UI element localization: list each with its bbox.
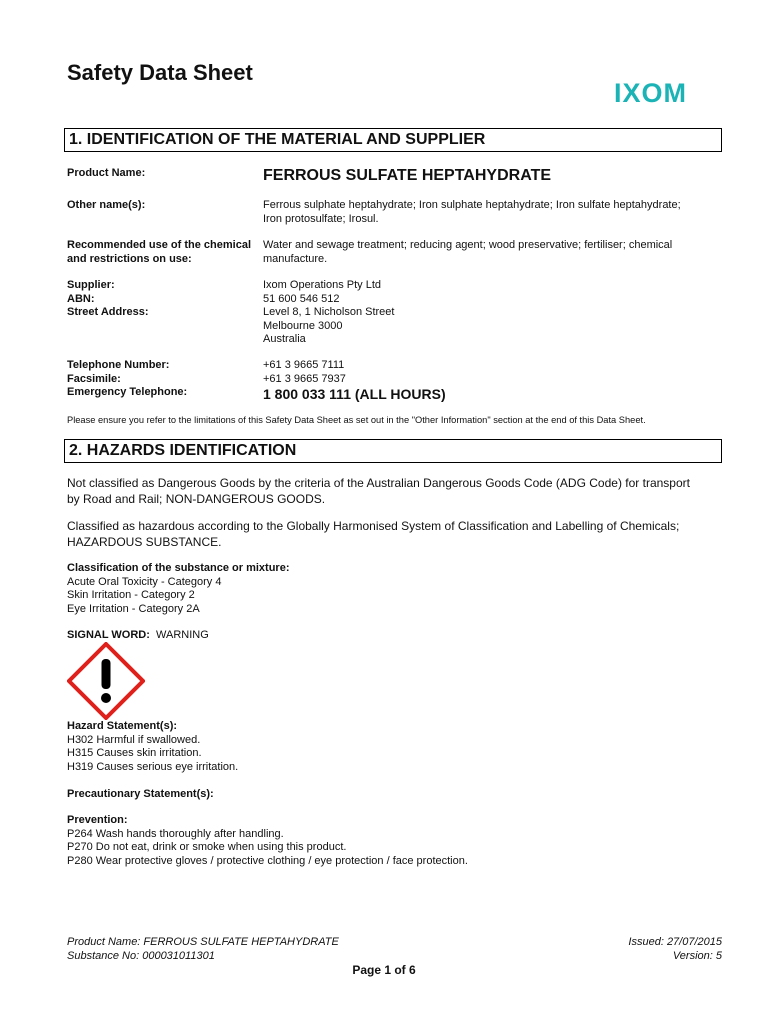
ghs-paragraph <box>67 518 727 550</box>
classification-block <box>67 562 727 616</box>
classification-item: Eye Irritation - Category 2A <box>67 602 200 615</box>
facsimile-value: +61 3 9665 7937 <box>263 372 346 385</box>
prevention-statement: P264 Wash hands thoroughly after handling. <box>67 827 284 840</box>
signal-word-value: WARNING <box>156 629 209 641</box>
limitations-note: Please ensure you refer to the limitations of this Safety Data Sheet as set out in the "Other Information" section at the end of this Data Sheet. <box>67 415 646 425</box>
hazard-statement: H319 Causes serious eye irritation. <box>67 760 239 773</box>
other-names-label: Other name(s): <box>67 199 146 211</box>
street-line-1: Level 8, 1 Nicholson Street <box>263 306 395 318</box>
abn-value: 51 600 546 512 <box>263 292 340 305</box>
telephone-label: Telephone Number: <box>67 359 170 371</box>
section-2-header: 2. HAZARDS IDENTIFICATION <box>64 439 722 463</box>
recommended-use-value-2: manufacture. <box>263 252 328 265</box>
product-name-value: FERROUS SULFATE HEPTAHYDRATE <box>263 167 552 184</box>
product-name-label: Product Name: <box>67 167 146 179</box>
classification-item: Skin Irritation - Category 2 <box>67 589 195 601</box>
hazard-statements-label: Hazard Statement(s): <box>67 720 178 732</box>
other-names-line-2: Iron protosulfate; Irosul. <box>263 212 379 225</box>
prevention-label: Prevention: <box>67 814 128 826</box>
recommended-use-value-1: Water and sewage treatment; reducing agent; wood preservative; fertiliser; chemical <box>263 239 673 251</box>
street-address-label: Street Address: <box>67 306 149 318</box>
page-number: Page 1 of 6 <box>352 963 416 977</box>
hazard-statement: H302 Harmful if swallowed. <box>67 733 201 746</box>
signal-word-label: SIGNAL WORD: <box>67 629 150 641</box>
precautionary-label <box>67 788 727 802</box>
recommended-use-label-1: Recommended use of the chemical <box>67 239 251 251</box>
footer-product-name: Product Name: FERROUS SULFATE HEPTAHYDRATE <box>67 936 339 948</box>
hazard-statements-block <box>67 720 727 774</box>
facsimile-label: Facsimile: <box>67 372 121 385</box>
dangerous-goods-paragraph <box>67 475 727 507</box>
supplier-label: Supplier: <box>67 279 115 291</box>
footer-substance-no: Substance No: 000031011301 <box>67 949 215 962</box>
exclamation-mark-pictogram-icon <box>67 642 145 720</box>
emergency-label: Emergency Telephone: <box>67 386 188 398</box>
emergency-value: 1 800 033 111 (ALL HOURS) <box>263 386 446 402</box>
company-logo: IXOM <box>614 78 688 108</box>
dangerous-goods-line-2: by Road and Rail; NON-DANGEROUS GOODS. <box>67 492 326 506</box>
footer-left <box>67 936 339 963</box>
hazard-statement: H315 Causes skin irritation. <box>67 747 202 759</box>
footer-issued: Issued: 27/07/2015 <box>628 936 722 948</box>
page-title: Safety Data Sheet <box>67 60 253 85</box>
dangerous-goods-line-1: Not classified as Dangerous Goods by the criteria of the Australian Dangerous Goods Code (ADG Code) for transport <box>67 476 690 490</box>
ghs-line-1: Classified as hazardous according to the Globally Harmonised System of Classification and Labelling of Chemicals; <box>67 519 680 533</box>
other-names-line-1: Ferrous sulphate heptahydrate; Iron sulphate heptahydrate; Iron sulfate heptahydrate; <box>263 199 681 211</box>
precautionary-statements-label: Precautionary Statement(s): <box>67 788 214 800</box>
supplier-value: Ixom Operations Pty Ltd <box>263 279 381 291</box>
footer-version: Version: 5 <box>672 949 722 962</box>
footer-right <box>628 936 722 963</box>
ghs-line-2: HAZARDOUS SUBSTANCE. <box>67 535 222 549</box>
prevention-block <box>67 814 727 868</box>
prevention-statement: P270 Do not eat, drink or smoke when using this product. <box>67 841 347 853</box>
signal-word-row <box>67 629 727 643</box>
abn-label: ABN: <box>67 292 95 305</box>
street-line-3: Australia <box>263 333 306 345</box>
street-line-2: Melbourne 3000 <box>263 319 343 332</box>
classification-item: Acute Oral Toxicity - Category 4 <box>67 575 222 588</box>
section-1-header: 1. IDENTIFICATION OF THE MATERIAL AND SUPPLIER <box>64 128 722 152</box>
prevention-statement: P280 Wear protective gloves / protective clothing / eye protection / face protection. <box>67 854 468 867</box>
telephone-value: +61 3 9665 7111 <box>263 359 345 371</box>
classification-label: Classification of the substance or mixture: <box>67 562 290 574</box>
recommended-use-label-2: and restrictions on use: <box>67 252 192 265</box>
